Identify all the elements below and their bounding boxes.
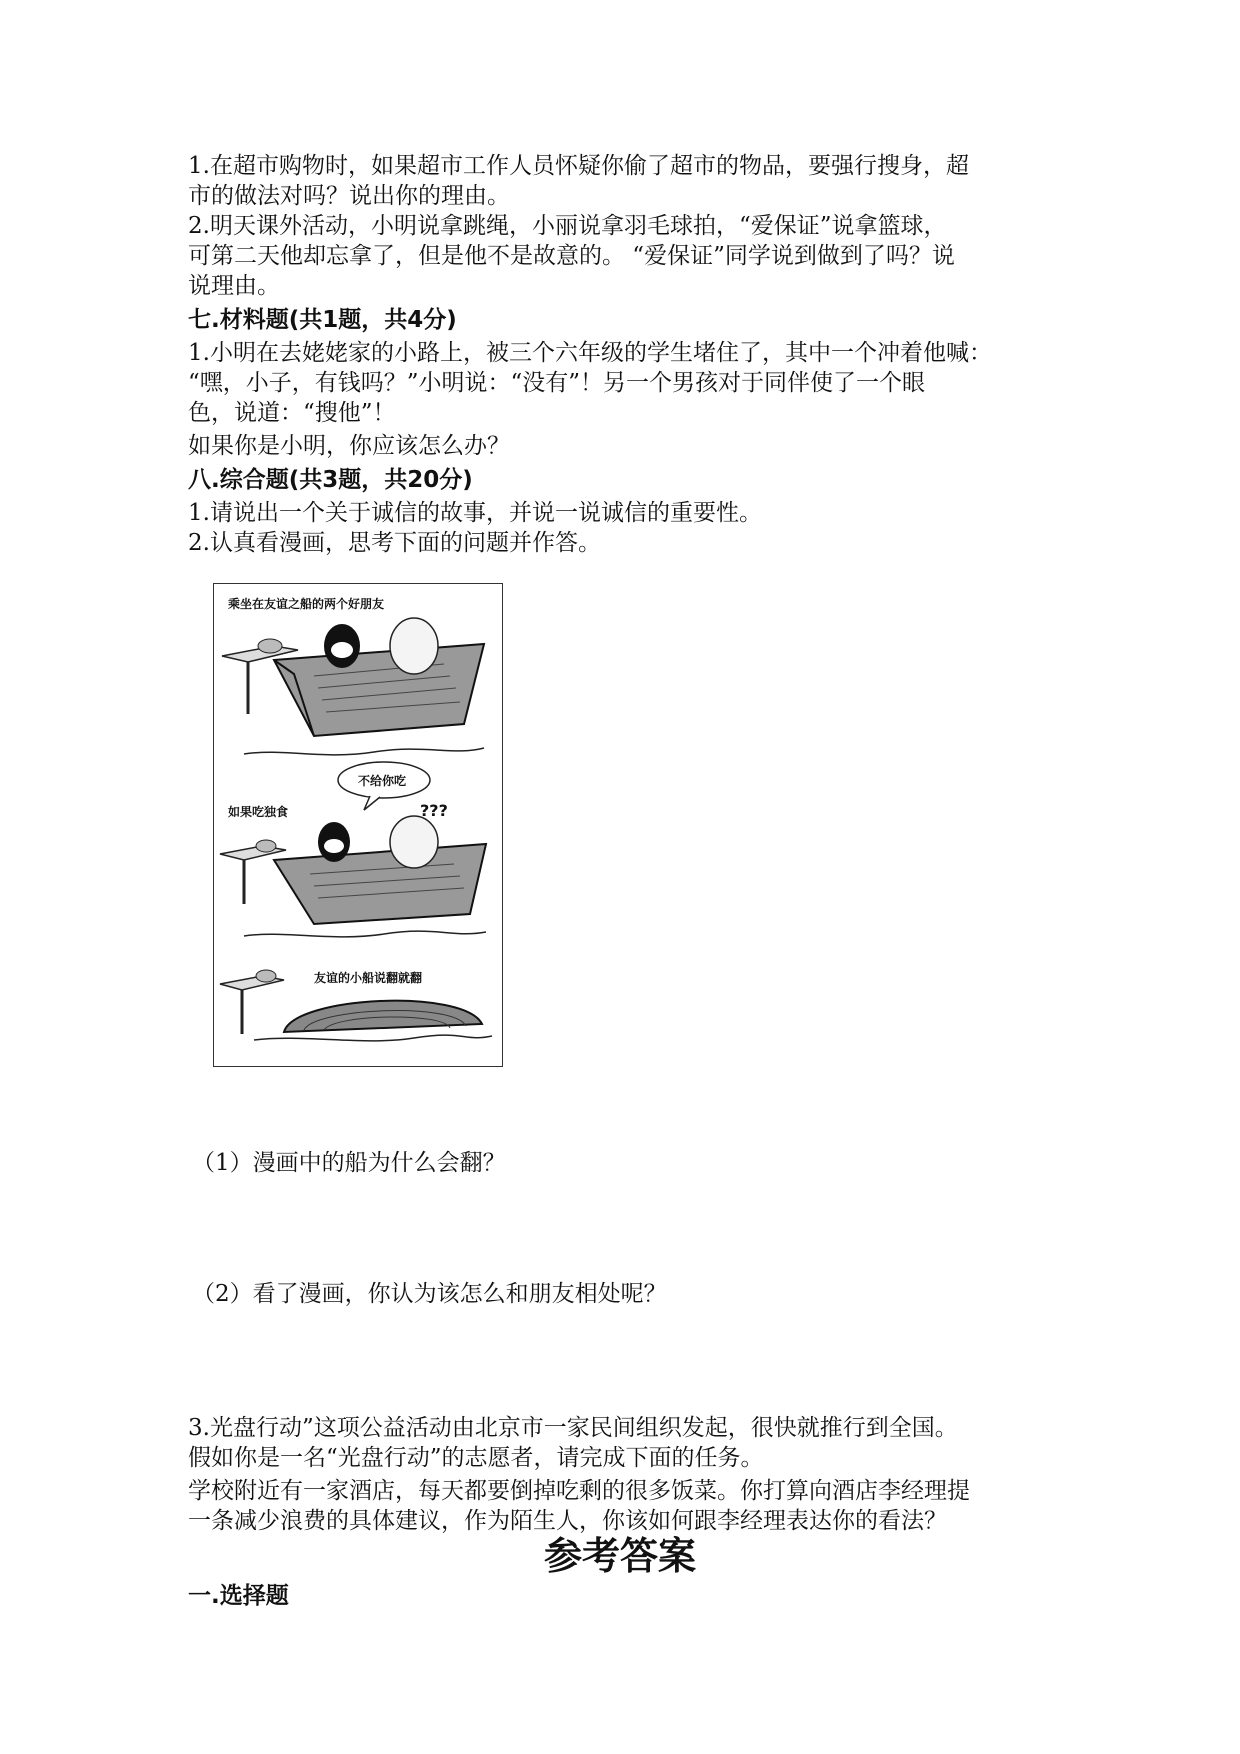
panel1-scene [222, 618, 484, 755]
panel2-bubble: 不给你吃 [358, 774, 407, 788]
s7-q1-line4: 如果你是小明，你应该怎么办？ [188, 433, 510, 459]
s8-q3-line3: 学校附近有一家酒店，每天都要倒掉吃剩的很多饭菜。你打算向酒店李经理提 [188, 1478, 970, 1504]
s6-q2-line2: 可第二天他却忘拿了，但是他不是故意的。 “爱保证”同学说到做到了吗？说 [188, 243, 955, 269]
s7-q1-line2: “嘿，小子，有钱吗？”小明说：“没有”！另一个男孩对于同伴使了一个眼 [188, 370, 926, 396]
speech-bubble [338, 762, 430, 810]
section8-heading: 八.综合题(共3题，共20分) [188, 467, 473, 493]
s6-q2-line1: 2.明天课外活动，小明说拿跳绳，小丽说拿羽毛球拍，“爱保证”说拿篮球， [188, 213, 947, 239]
s8-q2-sub2: （2）看了漫画，你认为该怎么和朋友相处呢？ [192, 1281, 667, 1307]
section7-heading: 七.材料题(共1题，共4分) [188, 307, 457, 333]
s8-q3-line2: 假如你是一名“光盘行动”的志愿者，请完成下面的任务。 [188, 1445, 764, 1471]
s8-q1: 1.请说出一个关于诚信的故事，并说一说诚信的重要性。 [188, 500, 762, 526]
s8-q3-line1: 3.光盘行动”这项公益活动由北京市一家民间组织发起，很快就推行到全国。 [188, 1415, 958, 1441]
panel2-marks: ??? [420, 801, 448, 820]
answer-key-title: 参考答案 [543, 1534, 696, 1578]
panel1-caption: 乘坐在友谊之船的两个好朋友 [228, 597, 385, 611]
s8-q2: 2.认真看漫画，思考下面的问题并作答。 [188, 530, 601, 556]
panel2-caption: 如果吃独食 [228, 805, 289, 819]
s6-q1-line1: 1.在超市购物时，如果超市工作人员怀疑你偷了超市的物品，要强行搜身，超 [188, 153, 969, 179]
panel3-caption: 友谊的小船说翻就翻 [314, 971, 423, 985]
s6-q1-line2: 市的做法对吗？说出你的理由。 [188, 183, 510, 209]
panel2-scene [220, 816, 486, 937]
s6-q2-line3: 说理由。 [188, 273, 280, 299]
answers-section1-heading: 一.选择题 [188, 1583, 289, 1609]
s8-q3-line4: 一条减少浪费的具体建议，作为陌生人，你该如何跟李经理表达你的看法？ [188, 1508, 947, 1534]
s8-q2-sub1: （1）漫画中的船为什么会翻？ [192, 1150, 506, 1176]
s7-q1-line3: 色，说道：“搜他”！ [188, 400, 396, 426]
friendship-boat-comic [213, 583, 503, 1067]
s7-q1-line1: 1.小明在去姥姥家的小路上，被三个六年级的学生堵住了，其中一个冲着他喊： [188, 340, 992, 366]
